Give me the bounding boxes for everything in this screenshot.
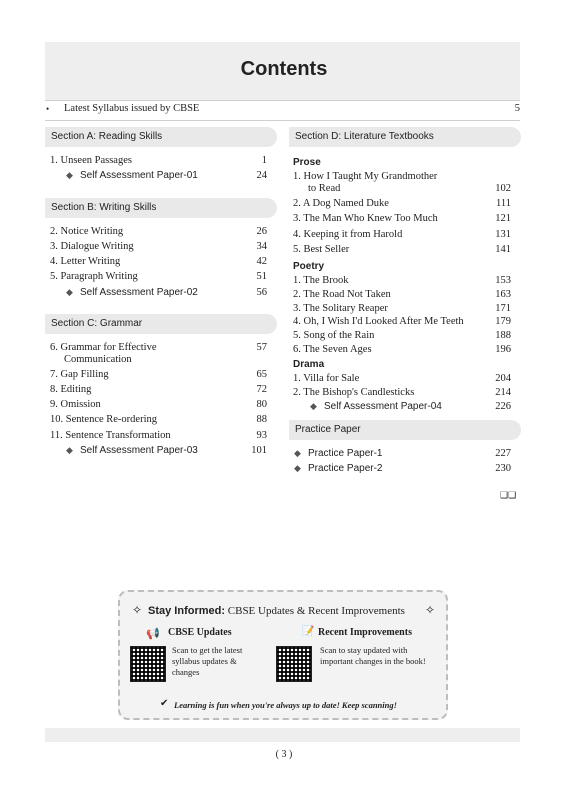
toc-page: 1	[261, 155, 267, 166]
category-heading: Poetry	[293, 261, 325, 272]
toc-page: 24	[256, 170, 267, 181]
toc-page: 163	[495, 289, 511, 300]
notepad-icon: 📝	[302, 626, 315, 637]
toc-entry[interactable]: 5. Paragraph Writing	[50, 271, 138, 282]
self-assessment-entry[interactable]: Self Assessment Paper-03	[80, 445, 198, 456]
toc-entry[interactable]: 3. The Solitary Reaper	[293, 303, 388, 314]
toc-page: 111	[496, 198, 511, 209]
diamond-icon: ◆	[310, 401, 317, 411]
stay-informed-heading	[148, 605, 405, 617]
toc-page: 56	[256, 287, 267, 298]
heading-bold: Stay Informed:	[148, 605, 226, 617]
toc-entry[interactable]: 2. The Road Not Taken	[293, 289, 391, 300]
toc-entry[interactable]: 1. The Brook	[293, 275, 349, 286]
toc-page: 102	[495, 183, 511, 194]
toc-page: 227	[495, 448, 511, 459]
page-title: Contents	[240, 58, 328, 80]
toc-entry[interactable]: 2. The Bishop's Candlesticks	[293, 387, 415, 398]
recent-improvements-title: Recent Improvements	[318, 627, 412, 638]
toc-entry[interactable]: 1. Unseen Passages	[50, 155, 132, 166]
section-d-header: Section D: Literature Textbooks	[289, 127, 521, 147]
section-c-header: Section C: Grammar	[45, 314, 277, 334]
divider	[45, 100, 520, 101]
diamond-icon: ◆	[66, 170, 73, 180]
toc-page: 34	[256, 241, 267, 252]
toc-entry[interactable]: 3. Dialogue Writing	[50, 241, 134, 252]
syllabus-label: Latest Syllabus issued by CBSE	[64, 103, 200, 114]
sparkle-icon: ✧	[132, 603, 143, 617]
divider	[45, 120, 520, 121]
cbse-updates-text: Scan to get the latest syllabus updates & changes	[172, 645, 243, 677]
toc-page: 204	[495, 373, 511, 384]
toc-entry[interactable]: 4. Letter Writing	[50, 256, 121, 267]
toc-page: 93	[256, 430, 267, 441]
self-assessment-entry[interactable]: Self Assessment Paper-04	[324, 401, 442, 412]
toc-entry[interactable]: 5. Best Seller	[293, 244, 350, 255]
toc-entry[interactable]: 9. Omission	[50, 399, 101, 410]
page-number: ( 3 )	[275, 749, 293, 760]
toc-page: 80	[256, 399, 267, 410]
diamond-icon: ◆	[294, 463, 301, 473]
toc-page: 141	[495, 244, 511, 255]
toc-entry[interactable]: 2. A Dog Named Duke	[293, 198, 389, 209]
toc-entry[interactable]: 5. Song of the Rain	[293, 330, 375, 341]
toc-entry[interactable]: 1. Villa for Sale	[293, 373, 360, 384]
end-mark: ❑❑	[500, 490, 517, 500]
toc-entry-continued: to Read	[308, 183, 341, 194]
toc-entry[interactable]: 1. How I Taught My Grandmother	[293, 171, 438, 182]
toc-page: 230	[495, 463, 511, 474]
toc-entry-continued: Communication	[64, 354, 132, 365]
toc-page: 57	[256, 342, 267, 353]
toc-page: 131	[495, 229, 511, 240]
toc-page: 153	[495, 275, 511, 286]
toc-page: 121	[495, 213, 511, 224]
toc-entry[interactable]: 4. Keeping it from Harold	[293, 229, 403, 240]
toc-page: 51	[256, 271, 267, 282]
syllabus-page: 5	[514, 103, 520, 114]
toc-entry[interactable]: 6. Grammar for Effective	[50, 342, 157, 353]
practice-paper-header: Practice Paper	[289, 420, 521, 440]
self-assessment-entry[interactable]: Self Assessment Paper-01	[80, 170, 198, 181]
footer-bar	[45, 728, 520, 742]
toc-entry[interactable]: 4. Oh, I Wish I'd Looked After Me Teeth	[293, 316, 464, 327]
self-assessment-entry[interactable]: Self Assessment Paper-02	[80, 287, 198, 298]
section-a-header: Section A: Reading Skills	[45, 127, 277, 147]
cbse-updates-title: CBSE Updates	[168, 627, 232, 638]
toc-page: 88	[256, 414, 267, 425]
practice-paper-entry[interactable]: Practice Paper-1	[308, 448, 383, 459]
toc-page: 171	[495, 303, 511, 314]
toc-page: 196	[495, 344, 511, 355]
qr-code-icon[interactable]	[130, 646, 166, 682]
toc-entry[interactable]: 7. Gap Filling	[50, 369, 109, 380]
section-b-header: Section B: Writing Skills	[45, 198, 277, 218]
toc-page: 101	[251, 445, 267, 456]
category-heading: Drama	[293, 359, 325, 370]
category-heading: Prose	[293, 157, 321, 168]
diamond-icon: ◆	[66, 445, 73, 455]
bullet: •	[46, 104, 50, 114]
toc-entry[interactable]: 6. The Seven Ages	[293, 344, 372, 355]
tagline: Learning is fun when you're always up to date! Keep scanning!	[174, 700, 397, 710]
toc-page: 214	[495, 387, 511, 398]
toc-page: 226	[495, 401, 511, 412]
toc-page: 188	[495, 330, 511, 341]
toc-entry[interactable]: 8. Editing	[50, 384, 92, 395]
toc-page: 26	[256, 226, 267, 237]
megaphone-icon: 📢	[146, 628, 160, 640]
recent-improvements-text: Scan to stay updated with important changes in the book!	[320, 645, 426, 666]
diamond-icon: ◆	[66, 287, 73, 297]
check-icon: ✔	[160, 698, 169, 709]
toc-entry[interactable]: 2. Notice Writing	[50, 226, 124, 237]
diamond-icon: ◆	[294, 448, 301, 458]
toc-entry[interactable]: 11. Sentence Transformation	[50, 430, 171, 441]
qr-code-icon[interactable]	[276, 646, 312, 682]
heading-rest: CBSE Updates & Recent Improvements	[227, 605, 405, 617]
toc-page: 42	[256, 256, 267, 267]
toc-entry[interactable]: 10. Sentence Re-ordering	[50, 414, 158, 425]
toc-page: 65	[256, 369, 267, 380]
toc-page: 179	[495, 316, 511, 327]
practice-paper-entry[interactable]: Practice Paper-2	[308, 463, 383, 474]
toc-page: 72	[256, 384, 267, 395]
sparkle-icon: ✧	[425, 603, 436, 617]
toc-entry[interactable]: 3. The Man Who Knew Too Much	[293, 213, 438, 224]
